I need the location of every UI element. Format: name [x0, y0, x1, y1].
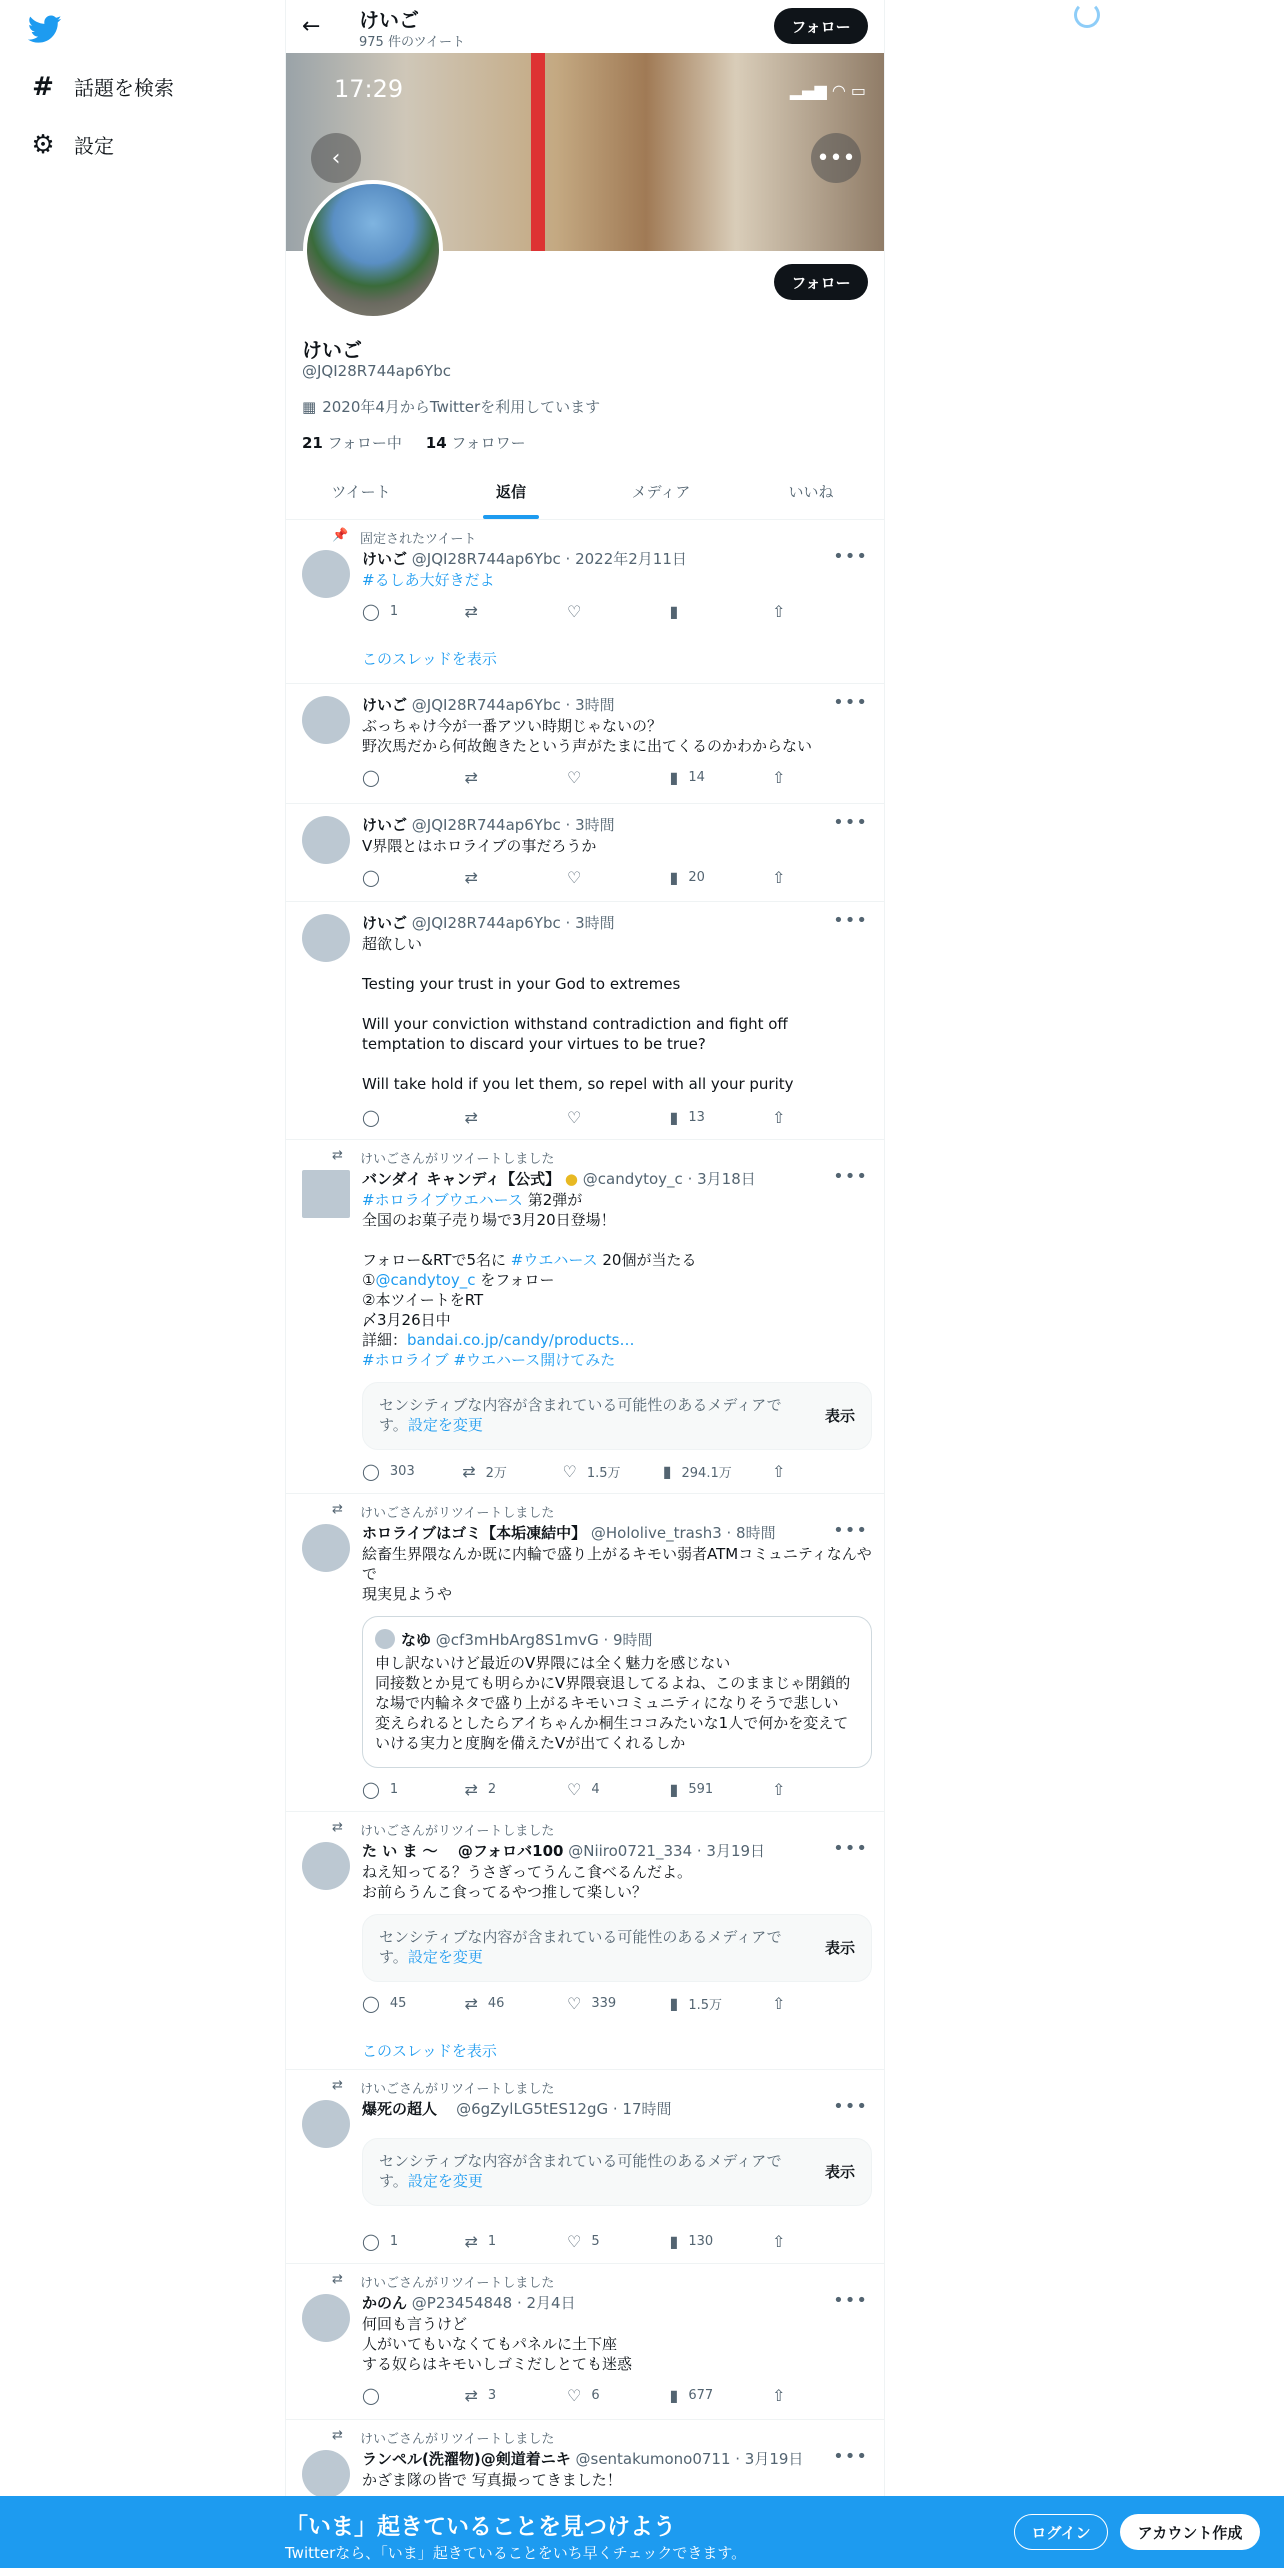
tweet-header	[362, 1168, 756, 1189]
avatar[interactable]	[302, 816, 350, 864]
twitter-bird-icon[interactable]	[28, 12, 62, 46]
views-count: 14	[688, 770, 705, 785]
tweet-author-name[interactable]: けいご	[362, 550, 408, 568]
reply-count: 1	[389, 604, 399, 619]
retweet-icon: ⇄	[464, 2232, 478, 2251]
heart-icon: ♡	[567, 2232, 582, 2251]
quoted-tweet-text: 申し訳ないけど最近のV界隈には全く魅力を感じない 同接数とか見ても明らかにV界隈衰退してるよね、このままじゃ閉鎖的な場で内輪ネタで盛り上がるキモいコミュニティになりそうで悲しい 変えられるとしたらアイちゃんか桐生ココみたいな1人で何かを変えていける実力と度胸を備えたVが出てくれるしか	[375, 1654, 851, 1752]
tweet-meta: @P23454848 · 2月4日	[411, 2294, 576, 2312]
tweet-item[interactable]	[286, 684, 885, 804]
tweet-text-line: をフォロー	[475, 1271, 555, 1289]
share-button[interactable]	[772, 2386, 792, 2405]
retweet-count: 2万	[485, 1466, 507, 1481]
share-button[interactable]	[772, 602, 792, 621]
more-icon[interactable]: •••	[833, 910, 868, 931]
signup-button[interactable]: アカウント作成	[1120, 2514, 1260, 2550]
calendar-icon: ▦	[302, 397, 317, 416]
sidebar-item-explore[interactable]	[30, 72, 174, 101]
like-button[interactable]	[567, 768, 627, 787]
quoted-author-name: なゆ	[401, 1631, 432, 1649]
tweet-meta: @JQI28R744ap6Ybc · 2022年2月11日	[411, 550, 687, 568]
views-count: 677	[688, 2388, 714, 2403]
tweet-actions	[362, 1780, 792, 1799]
url-link[interactable]: bandai.co.jp/candy/products…	[407, 1331, 635, 1349]
avatar[interactable]	[302, 1524, 350, 1572]
header-tweet-count: 975 件のツイート	[359, 35, 466, 50]
quoted-tweet-header	[401, 1629, 653, 1650]
reply-icon: ◯	[362, 1462, 380, 1481]
more-icon[interactable]: •••	[833, 1520, 868, 1541]
tweet-header	[362, 2448, 803, 2469]
prompt-subtitle: Twitterなら、「いま」起きていることをいち早くチェックできます。	[285, 2544, 747, 2562]
tweet-item[interactable]	[286, 2070, 885, 2264]
reply-icon: ◯	[362, 868, 380, 887]
more-icon[interactable]: •••	[833, 2096, 868, 2117]
tweet-meta: @candytoy_c · 3月18日	[582, 1170, 756, 1188]
tab-media[interactable]: メディア	[631, 483, 691, 501]
reply-icon: ◯	[362, 2232, 380, 2251]
reply-button[interactable]	[362, 868, 422, 887]
tweet-header	[362, 814, 615, 835]
reply-icon: ◯	[362, 1780, 380, 1799]
gear-icon: ⚙	[31, 129, 55, 160]
tweet-item[interactable]	[286, 520, 885, 684]
views-icon: ▮	[669, 1994, 679, 2013]
reply-icon: ◯	[362, 1108, 380, 1127]
views-icon: ▮	[669, 2386, 679, 2405]
tweet-actions	[362, 1108, 792, 1127]
like-count: 1.5万	[586, 1466, 621, 1481]
back-arrow-icon[interactable]: ←	[302, 14, 321, 39]
tweet-meta: @Hololive_trash3 · 8時間	[590, 1524, 776, 1542]
more-icon[interactable]: •••	[833, 812, 868, 833]
tweet-header	[362, 2098, 672, 2119]
views-button[interactable]	[670, 2232, 730, 2251]
avatar	[375, 1629, 395, 1649]
avatar[interactable]	[302, 550, 350, 598]
show-media-button[interactable]: 表示	[824, 1407, 855, 1425]
tweet-text-line: 全国のお菓子売り場で3月20日登場！	[362, 1211, 616, 1229]
retweet-button[interactable]	[465, 2386, 525, 2405]
tweet-actions	[362, 602, 792, 621]
show-media-button[interactable]: 表示	[824, 1939, 855, 1957]
views-icon: ▮	[669, 1108, 679, 1127]
avatar[interactable]	[302, 2450, 350, 2498]
reply-button[interactable]	[362, 1462, 422, 1481]
reply-icon: ◯	[362, 2386, 380, 2405]
share-button[interactable]	[772, 768, 792, 787]
like-button[interactable]	[567, 868, 627, 887]
reply-count: 303	[389, 1464, 415, 1479]
like-count: 5	[591, 2234, 600, 2249]
hashtag-link[interactable]: #ホロライブ #ウエハース開けてみた	[362, 1351, 616, 1369]
avatar[interactable]	[302, 1170, 350, 1218]
tweet-actions	[362, 1994, 792, 2013]
tweet-item[interactable]	[286, 2264, 885, 2420]
tweet-header	[362, 548, 687, 569]
views-count: 130	[688, 2234, 714, 2249]
following-label: フォロー中	[327, 434, 402, 452]
share-icon: ⇧	[772, 1994, 786, 2013]
retweet-button[interactable]	[465, 1994, 525, 2013]
left-sidebar	[0, 0, 285, 2568]
sensitive-media-notice	[362, 1382, 872, 1450]
share-button[interactable]	[772, 2232, 792, 2251]
tweet-actions	[362, 1462, 792, 1481]
share-button[interactable]	[772, 1462, 792, 1481]
profile-avatar[interactable]	[303, 180, 443, 320]
hashtag-link[interactable]: #ホロライブウエハース	[362, 1191, 523, 1209]
sensitive-message: センシティブな内容が含まれている可能性のあるメディアです。	[379, 1396, 782, 1434]
tweet-header	[362, 2292, 576, 2313]
reply-icon: ◯	[362, 768, 380, 787]
reply-count: 45	[389, 1996, 407, 2011]
tweet-text[interactable]: 超欲しい Testing your trust in your God to extremes Will your conviction withstand contradiction and fight off temptation to discard your virtues to be true? Will take hold if you let them, so repel with all your purity	[362, 935, 794, 1093]
retweet-count: 3	[487, 2388, 497, 2403]
share-icon: ⇧	[772, 2232, 786, 2251]
tweet-text[interactable]: 絵畜生界隈なんか既に内輪で盛り上がるキモい弱者ATMコミュニティなんやで 現実見ようや	[362, 1545, 872, 1603]
sensitive-media-notice	[362, 2138, 872, 2206]
like-button[interactable]	[567, 1108, 627, 1127]
tweet-text[interactable]: ねえ知ってる？うさぎってうんこ食べるんだよ。 お前らうんこ食ってるやつ推して楽しい？	[362, 1863, 693, 1901]
views-icon: ▮	[669, 1780, 679, 1799]
reply-button[interactable]	[362, 2232, 422, 2251]
views-count: 591	[688, 1782, 714, 1797]
views-count: 20	[688, 870, 705, 885]
like-button[interactable]	[567, 602, 627, 621]
banner-back-icon: ‹	[311, 133, 361, 183]
retweet-context-icon: ⇄	[332, 1820, 343, 1835]
tweet-header	[362, 1840, 765, 1861]
like-button[interactable]	[567, 2232, 627, 2251]
tweet-author-name[interactable]: かのん	[362, 2294, 408, 2312]
retweet-icon: ⇄	[464, 2386, 478, 2405]
tweet-text-line: 第2弾が	[522, 1191, 583, 1209]
share-icon: ⇧	[772, 1780, 786, 1799]
like-count: 339	[591, 1996, 617, 2011]
tweet-context: 固定されたツイート	[360, 532, 477, 547]
retweet-button[interactable]	[465, 1780, 525, 1799]
tweet-meta: @JQI28R744ap6Ybc · 3時間	[411, 816, 615, 834]
more-icon[interactable]: •••	[833, 546, 868, 567]
retweet-context-icon: ⇄	[332, 2428, 343, 2443]
retweet-count: 1	[487, 2234, 497, 2249]
tweet-meta: @sentakumono0711 · 3月19日	[575, 2450, 804, 2468]
like-count: 6	[591, 2388, 600, 2403]
loading-spinner-icon	[1074, 2, 1100, 28]
retweet-context-icon: ⇄	[332, 2078, 343, 2093]
views-button[interactable]	[670, 868, 730, 887]
views-icon: ▮	[669, 602, 679, 621]
profile-handle: @JQI28R744ap6Ybc	[302, 362, 451, 380]
tweet-text[interactable]: V界隈とはホロライブの事だろうか	[362, 837, 597, 855]
retweet-icon: ⇄	[462, 1462, 476, 1481]
header-name: けいご	[359, 8, 419, 32]
tab-replies[interactable]: 返信	[436, 467, 586, 519]
banner-status-icons: ▂▄▆ ◠ ▭	[789, 81, 866, 100]
heart-icon: ♡	[562, 1462, 577, 1481]
login-button[interactable]: ログイン	[1014, 2514, 1108, 2550]
avatar[interactable]	[302, 914, 350, 962]
show-thread-link[interactable]: このスレッドを表示	[362, 650, 497, 668]
signup-prompt-bar	[0, 2496, 1284, 2568]
tweet-author-name[interactable]: けいご	[362, 816, 408, 834]
profile-follow-button[interactable]: フォロー	[774, 264, 868, 300]
tweet-text[interactable]: かざま隊の皆で 写真撮ってきました！	[362, 2471, 622, 2489]
retweet-context-icon: ⇄	[332, 2272, 343, 2287]
followers-count: 14	[425, 434, 447, 452]
tweet-context: けいごさんがリツイートしました	[360, 2432, 555, 2447]
followers-link[interactable]	[426, 434, 526, 452]
tweet-item[interactable]	[286, 902, 885, 1140]
tweet-item[interactable]	[286, 1494, 885, 1812]
profile-header-bar	[286, 0, 884, 53]
tweet-header	[362, 1522, 776, 1543]
views-button[interactable]	[670, 602, 730, 621]
retweet-button[interactable]	[465, 2232, 525, 2251]
retweet-icon: ⇄	[464, 1108, 478, 1127]
sidebar-item-settings[interactable]	[30, 130, 114, 159]
following-link[interactable]	[302, 434, 402, 452]
tweet-context: けいごさんがリツイートしました	[360, 1152, 555, 1167]
tweet-item[interactable]	[286, 1140, 885, 1494]
tweet-author-name[interactable]: ホロライブはゴミ【本垢凍結中】	[362, 1524, 587, 1542]
views-icon: ▮	[669, 868, 679, 887]
tweet-text-line: 〆3月26日中	[362, 1311, 451, 1329]
share-icon: ⇧	[772, 602, 786, 621]
tweet-author-name[interactable]: た い ま 〜 @フォロバ100	[362, 1842, 564, 1860]
tweet-text[interactable]: 何回も言うけど 人がいてもいなくてもパネルに土下座 する奴らはキモいしゴミだしとても迷惑	[362, 2315, 633, 2373]
profile-join-date	[302, 396, 600, 417]
views-button[interactable]	[670, 1108, 730, 1127]
retweet-count: 2	[487, 1782, 497, 1797]
pin-icon: 📌	[332, 528, 349, 543]
views-button[interactable]	[670, 1994, 730, 2013]
share-button[interactable]	[772, 1994, 792, 2013]
sensitive-text	[379, 2151, 789, 2191]
tweet-text-line: 20個が当たる	[597, 1251, 697, 1269]
more-icon[interactable]: •••	[833, 2290, 868, 2311]
sensitive-media-notice	[362, 1914, 872, 1982]
banner-more-icon: •••	[811, 133, 861, 183]
heart-icon: ♡	[567, 2386, 582, 2405]
change-settings-link[interactable]: 設定を変更	[407, 2172, 483, 2190]
tweet-text-line: フォロー&RTで5名に	[362, 1251, 511, 1269]
views-count: 294.1万	[681, 1466, 732, 1481]
retweet-button[interactable]	[465, 768, 525, 787]
verified-badge-icon: ●	[564, 1170, 578, 1188]
tweet-text[interactable]: #るしあ大好きだよ	[362, 571, 495, 589]
tweet-text-line: ②本ツイートをRT	[362, 1291, 484, 1309]
tweet-header	[362, 912, 615, 933]
tweet-actions	[362, 2232, 792, 2251]
profile-tabs	[286, 467, 885, 520]
heart-icon: ♡	[567, 1108, 582, 1127]
more-icon[interactable]: •••	[833, 2446, 868, 2467]
heart-icon: ♡	[567, 768, 582, 787]
tweet-author-name[interactable]: 爆死の超人	[362, 2100, 438, 2118]
header-follow-button[interactable]: フォロー	[774, 8, 868, 44]
profile-name: けいご	[302, 338, 362, 362]
share-icon: ⇧	[772, 1108, 786, 1127]
change-settings-link[interactable]: 設定を変更	[407, 1416, 483, 1434]
reply-button[interactable]	[362, 1108, 422, 1127]
heart-icon: ♡	[567, 1994, 582, 2013]
tweet-meta: @6gZylLG5tES12gG · 17時間	[456, 2100, 672, 2118]
retweet-icon: ⇄	[464, 1994, 478, 2013]
heart-icon: ♡	[567, 868, 582, 887]
sensitive-text	[379, 1395, 789, 1435]
tweet-meta: @JQI28R744ap6Ybc · 3時間	[411, 696, 615, 714]
followers-label: フォロワー	[451, 434, 526, 452]
profile-follow-stats	[302, 432, 526, 453]
sensitive-message: センシティブな内容が含まれている可能性のあるメディアです。	[379, 2152, 782, 2190]
heart-icon: ♡	[567, 602, 582, 621]
profile-column	[285, 0, 885, 2568]
retweet-context-icon: ⇄	[332, 1502, 343, 1517]
retweet-icon: ⇄	[464, 768, 478, 787]
tweet-meta: @JQI28R744ap6Ybc · 3時間	[411, 914, 615, 932]
quoted-tweet-meta: @cf3mHbArg8S1mvG · 9時間	[435, 1631, 653, 1649]
retweet-button[interactable]	[465, 1108, 525, 1127]
sidebar-item-label: 話題を検索	[74, 76, 174, 100]
like-button[interactable]	[562, 1462, 622, 1481]
retweet-count: 46	[487, 1996, 505, 2011]
more-icon[interactable]: •••	[833, 1838, 868, 1859]
tweet-item[interactable]	[286, 804, 885, 902]
tweet-actions	[362, 768, 792, 787]
tweet-text[interactable]	[362, 1190, 872, 1370]
sidebar-item-label: 設定	[74, 134, 114, 158]
share-icon: ⇧	[771, 1462, 786, 1481]
reply-count: 1	[389, 1782, 399, 1797]
avatar[interactable]	[302, 2100, 350, 2148]
mention-link[interactable]: @candytoy_c	[375, 1271, 476, 1289]
retweet-icon: ⇄	[464, 1780, 478, 1799]
reply-count: 1	[389, 2234, 399, 2249]
tweet-author-name[interactable]: バンダイ キャンディ【公式】	[362, 1170, 561, 1188]
retweet-context-icon: ⇄	[332, 1148, 343, 1163]
heart-icon: ♡	[567, 1780, 582, 1799]
hashtag-link[interactable]: #ウエハース	[510, 1251, 598, 1269]
sensitive-text	[379, 1927, 789, 1967]
share-icon: ⇧	[772, 768, 786, 787]
like-count: 4	[591, 1782, 600, 1797]
hashtag-icon: #	[32, 71, 54, 102]
share-icon: ⇧	[772, 2386, 786, 2405]
retweet-icon: ⇄	[464, 868, 478, 887]
reply-button[interactable]	[362, 1994, 422, 2013]
tweet-author-name[interactable]: けいご	[362, 914, 408, 932]
reply-button[interactable]	[362, 768, 422, 787]
tweet-author-name[interactable]: けいご	[362, 696, 408, 714]
avatar[interactable]	[302, 2294, 350, 2342]
tab-likes[interactable]: いいね	[788, 483, 834, 501]
views-icon: ▮	[669, 2232, 679, 2251]
reply-button[interactable]	[362, 1780, 422, 1799]
more-icon[interactable]: •••	[833, 1166, 868, 1187]
tweet-header	[362, 694, 615, 715]
views-icon: ▮	[669, 768, 679, 787]
retweet-button[interactable]	[465, 602, 525, 621]
tweet-context: けいごさんがリツイートしました	[360, 1824, 555, 1839]
retweet-button[interactable]	[462, 1462, 522, 1481]
show-thread-link[interactable]: このスレッドを表示	[362, 2042, 497, 2060]
prompt-title: 「いま」起きていることを見つけよう	[285, 2514, 676, 2540]
following-count: 21	[302, 434, 323, 452]
views-button[interactable]	[663, 1462, 732, 1481]
retweet-icon: ⇄	[464, 602, 478, 621]
tweet-context: けいごさんがリツイートしました	[360, 2082, 555, 2097]
views-count: 13	[688, 1110, 705, 1125]
show-media-button[interactable]: 表示	[824, 2163, 855, 2181]
reply-icon: ◯	[362, 602, 380, 621]
views-icon: ▮	[662, 1462, 672, 1481]
join-date-text: 2020年4月からTwitterを利用しています	[322, 398, 601, 416]
tweet-text[interactable]: ぶっちゃけ今が一番アツい時期じゃないの？ 野次馬だから何故飽きたという声がたまに出てくるのかわからない	[362, 717, 813, 755]
tweet-text-line: ①	[362, 1271, 376, 1289]
banner-image-detail	[531, 53, 545, 251]
views-count: 1.5万	[688, 1998, 722, 2013]
reply-button[interactable]	[362, 602, 422, 621]
tweet-context: けいごさんがリツイートしました	[360, 1506, 555, 1521]
views-button[interactable]	[670, 768, 730, 787]
banner-time-text: 17:29	[334, 75, 404, 103]
avatar[interactable]	[302, 696, 350, 744]
tab-tweets[interactable]: ツイート	[331, 483, 391, 501]
change-settings-link[interactable]: 設定を変更	[407, 1948, 483, 1966]
share-button[interactable]	[772, 1780, 792, 1799]
reply-icon: ◯	[362, 1994, 380, 2013]
tweet-item[interactable]	[286, 1812, 885, 2070]
quoted-tweet[interactable]	[362, 1616, 872, 1768]
share-button[interactable]	[772, 1108, 792, 1127]
avatar[interactable]	[302, 1842, 350, 1890]
share-icon: ⇧	[772, 868, 786, 887]
tweet-context: けいごさんがリツイートしました	[360, 2276, 555, 2291]
share-button[interactable]	[772, 868, 792, 887]
tweet-text-line: 詳細：	[362, 1331, 408, 1349]
views-button[interactable]	[670, 1780, 730, 1799]
like-button[interactable]	[567, 2386, 627, 2405]
tweet-meta: @Niiro0721_334 · 3月19日	[568, 1842, 766, 1860]
sensitive-message: センシティブな内容が含まれている可能性のあるメディアです。	[379, 1928, 782, 1966]
like-button[interactable]	[567, 1994, 627, 2013]
tweet-actions	[362, 2386, 792, 2405]
tweet-author-name[interactable]: ランペル(洗濯物)@剣道着ニキ	[362, 2450, 571, 2468]
reply-button[interactable]	[362, 2386, 422, 2405]
views-button[interactable]	[670, 2386, 730, 2405]
like-button[interactable]	[567, 1780, 627, 1799]
retweet-button[interactable]	[465, 868, 525, 887]
tweet-actions	[362, 868, 792, 887]
more-icon[interactable]: •••	[833, 692, 868, 713]
